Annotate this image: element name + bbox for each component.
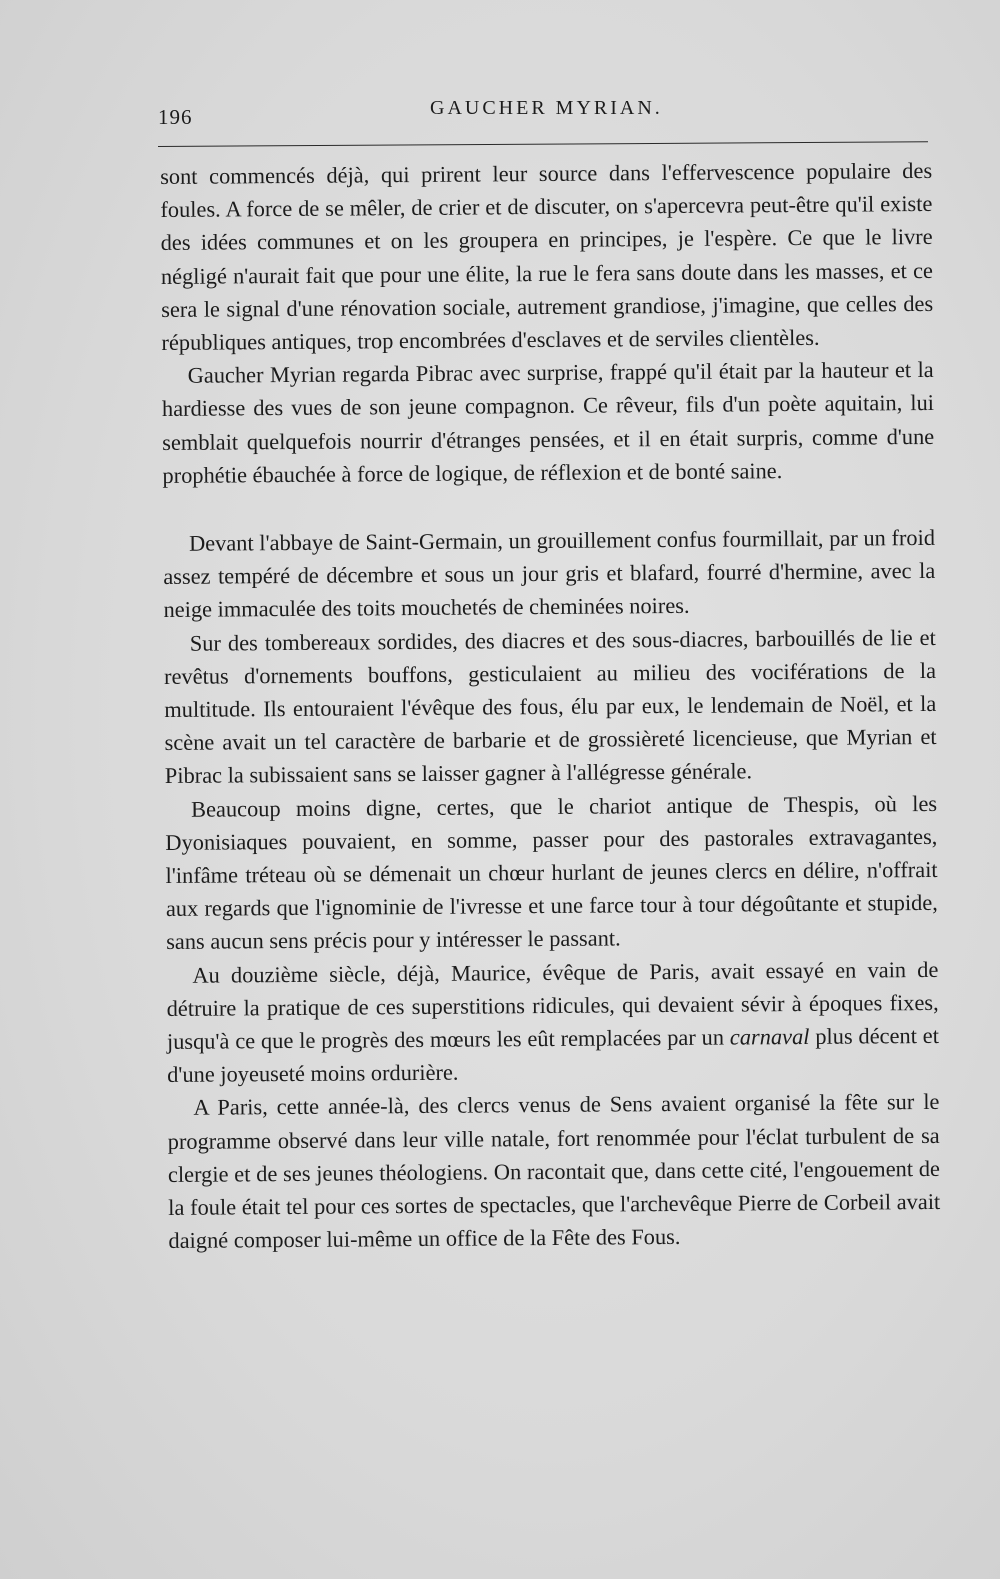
running-title: GAUCHER MYRIAN. — [430, 97, 663, 119]
paragraph: sont commencés déjà, qui prirent leur source dans l'effervescence populaire des foules. A force de se mêler, de crier et de discuter, on s'apercevra peut-être qu'il existe des idées communes et on les groupera en principes, je l'espère. Ce que le livre négligé n'aurait fait que pour une élite, la rue le fera sans doute dans les masses, et ce sera le signal d'une rénovation sociale, autrement grandiose, j'imagine, que celles des républiques antiques, trop encombrées d'esclaves et de serviles clientèles. — [160, 157, 934, 356]
paragraph: Sur des tombereaux sordides, des diacres et des sous-diacres, barbouillés de lie et revêtus d'ornements bouffons, gesticulaient au milieu des vociférations de la multitude. Ils entouraient l'évêque des fous, élu par eux, le lendemain de Noël, et la scène avait un tel caractère de barbarie et de grossièreté licencieuse, que Myrian et Pibrac la subissaient sans se laisser gagner à l'allégresse générale. — [163, 624, 937, 789]
paragraph: A Paris, cette année-là, des clercs venus de Sens avaient organisé la fête sur le programme observé dans leur ville natale, fort renommée pour l'éclat turbulent de sa clergie et de ses jeunes théologiens. On racontait que, dans cette cité, l'engouement de la foule était tel pour ces sortes de spectacles, que l'archevêque Pierre de Corbeil avait daigné composer lui-même un office de la Fête des Fous. — [167, 1089, 941, 1254]
paragraph — [166, 953, 939, 1092]
running-head — [158, 95, 928, 135]
header-rule — [158, 141, 928, 147]
paragraph-text: Au douzième siècle, déjà, Maurice, évêque de Paris, avait essayé en vain de détruire la pratique de ces superstitions ridicules, qui devaient sévir à époques fixes, jusqu'à ce que le progrès des mœurs les eût remplacées par un — [166, 956, 939, 1055]
body-text — [160, 154, 941, 1258]
page-number: 196 — [158, 105, 193, 129]
italic-term: carnaval — [729, 1024, 810, 1050]
paragraph: Gaucher Myrian regarda Pibrac avec surprise, frappé qu'il était par la hauteur et la hardiesse des vues de son jeune compagnon. Ce rêveur, fils d'un poète aquitain, lui semblait quelquefois nourrir d'étranges pensées, et il en était surpris, comme d'une prophétie ébauchée à force de logique, de réflexion et de bonté saine. — [161, 357, 935, 488]
paragraph: Beaucoup moins digne, certes, que le chariot antique de Thespis, où les Dyonisiaques pouvaient, en somme, passer pour des pastorales extravagantes, l'infâme tréteau où se démenait un chœur hurlant de jeunes clercs en délire, n'offrait aux regards que l'ignominie de l'ivresse et une farce tour à tour dégoûtante et stupide, sans aucun sens précis pour y intéresser le passant. — [165, 790, 938, 955]
paragraph-text: plus décent et d'une joyeuseté moins ordurière. — [167, 1022, 939, 1088]
paragraph: Devant l'abbaye de Saint-Germain, un grouillement confus fourmillait, par un froid assez tempéré de décembre et sous un jour gris et blafard, fourré d'hermine, avec la neige immaculée des toits mouchetés de cheminées noires. — [163, 524, 936, 623]
